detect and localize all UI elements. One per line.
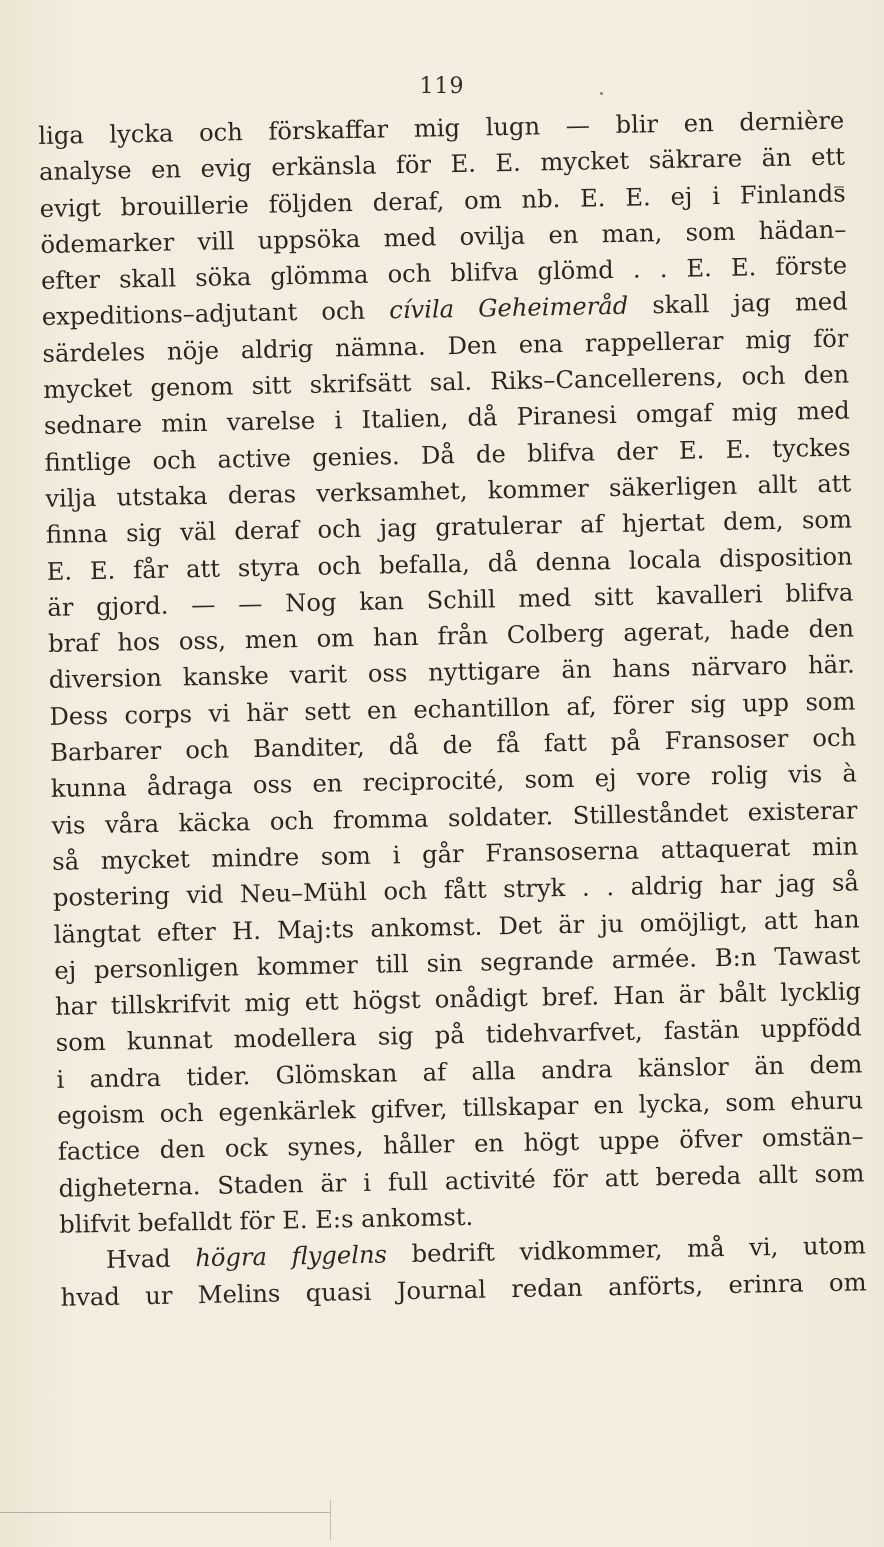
bottom-rule-end xyxy=(330,1500,331,1540)
text-line: efter skall söka glömma och blifva glömd . . E. E. förste xyxy=(40,251,848,296)
text-line: Barbarer och Banditer, då de få fatt på Fransoser och xyxy=(49,723,857,767)
text-line: factice den ock synes, håller en högt uppe öfver omstän– xyxy=(57,1122,864,1167)
bottom-rule xyxy=(0,1512,330,1513)
text-segment: bedrift vidkommer, må vi, utom xyxy=(411,1231,867,1269)
italic-phrase: högra flygelns xyxy=(195,1240,388,1273)
text-line: kunna ådraga oss en reciprocité, som ej vore rolig vis à xyxy=(50,759,858,804)
text-line: E. E. får att styra och befalla, då denna locala disposition xyxy=(46,542,853,586)
text-line: särdeles nöje aldrig nämna. Den ena rappellerar mig för xyxy=(42,324,849,368)
text-line: ödemarker vill uppsöka med ovilja en man, som hädan– xyxy=(40,215,847,259)
text-line: blifvit befalldt för E. E:s ankomst. xyxy=(58,1202,474,1239)
text-line: fintlige och active genies. Då de blifva der E. E. tyckes xyxy=(44,433,851,477)
text-segment: skall jag med xyxy=(652,287,848,320)
body-text xyxy=(38,103,867,1316)
text-line: mycket genom sitt skrifsätt sal. Riks–Cancellerens, och den xyxy=(42,360,850,405)
text-line: diversion kanske varit oss nyttigare än hans närvaro här. xyxy=(48,650,855,695)
text-line: Dess corps vi här sett en echantillon af, förer sig upp som xyxy=(49,687,856,731)
text-segment: expeditions–adjutant och xyxy=(41,297,366,332)
text-line: vilja utstaka deras verksamhet, kommer säkerligen allt att xyxy=(45,469,852,513)
text-line: braf hos oss, men om han från Colberg agerat, hade den xyxy=(47,614,855,659)
italic-phrase: cívila Geheimeråd xyxy=(388,292,629,325)
text-line: vis våra käcka och fromma soldater. Stilleståndet existerar xyxy=(51,796,858,840)
text-line: är gjord. — — Nog kan Schill med sitt kavalleri blifva xyxy=(47,578,854,622)
text-line: har tillskrifvit mig ett högst onådigt bref. Han är bålt lycklig xyxy=(54,977,862,1021)
text-line: postering vid Neu–Mühl och fått stryk . . aldrig har jag så xyxy=(52,868,860,913)
text-line: sednare min varelse i Italien, då Piranesi omgaf mig med xyxy=(43,396,851,441)
text-segment: Hvad xyxy=(105,1244,171,1275)
text-line: analyse en evig erkänsla för E. E. mycket säkrare än ett xyxy=(38,142,846,187)
text-line: finna sig väl deraf och jag gratulerar af hjertat dem, som xyxy=(45,505,853,550)
text-line: egoism och egenkärlek gifver, tillskapar en lycka, som ehuru xyxy=(56,1086,864,1130)
text-line: digheterna. Staden är i full activité för att bereda allt som xyxy=(58,1158,865,1203)
text-line: ej personligen kommer till sin segrande armée. B:n Tawast xyxy=(54,941,861,985)
text-line: längtat efter H. Maj:ts ankomst. Det är ju omöjligt, att han xyxy=(53,904,860,949)
text-line: evigt brouillerie följden deraf, om nb. E. E. ej i Finlands xyxy=(39,179,846,223)
text-line: som kunnat modellera sig på tidehvarfvet, fastän uppfödd xyxy=(55,1013,862,1058)
text-line: liga lycka och förskaffar mig lugn — blir en dernière xyxy=(38,106,845,150)
page-number: 119 xyxy=(419,74,465,99)
text-line: så mycket mindre som i går Fransoserna attaquerat min xyxy=(52,832,859,876)
text-line: i andra tider. Glömskan af alla andra känslor än dem xyxy=(56,1050,863,1094)
text-line: hvad ur Melins quasi Journal redan anförts, erinra om xyxy=(60,1267,867,1312)
